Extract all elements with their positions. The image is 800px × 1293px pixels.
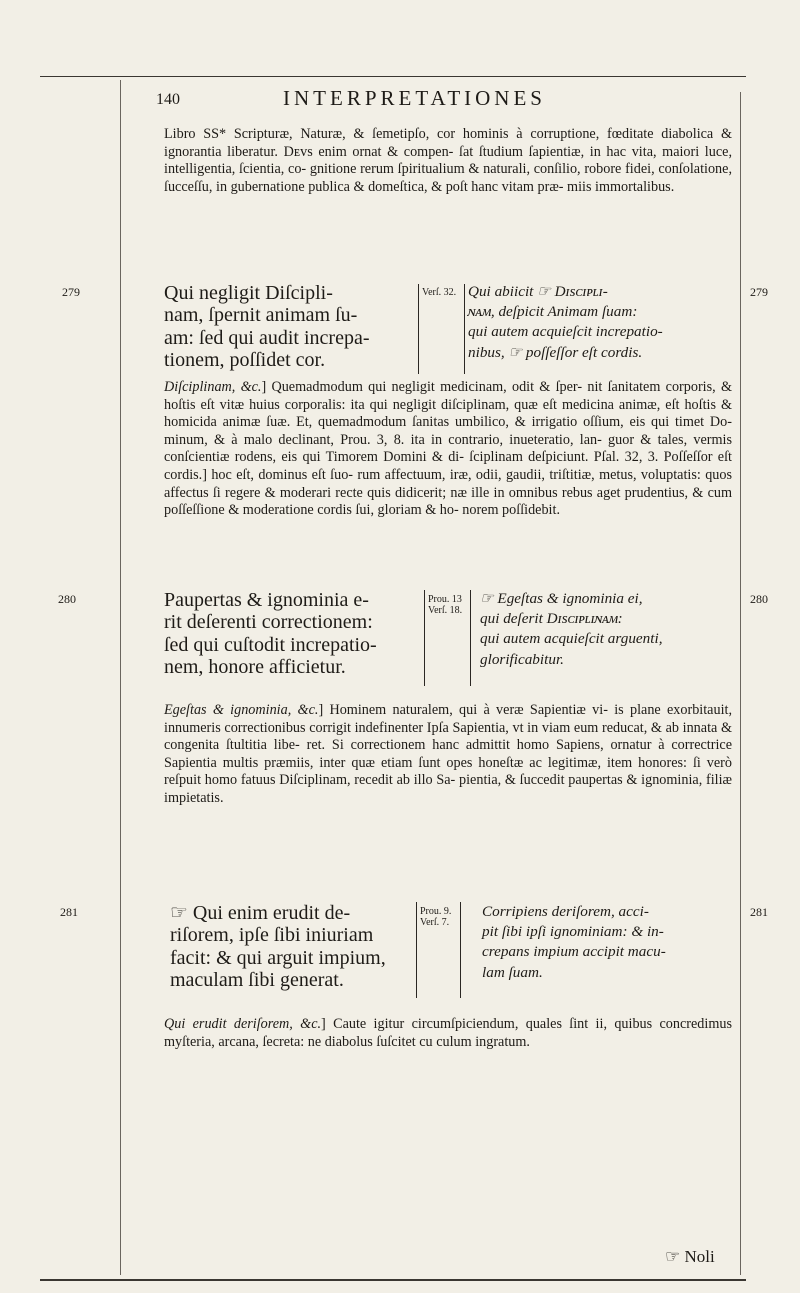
column-divider bbox=[418, 284, 419, 374]
running-title: INTERPRETATIONES bbox=[283, 86, 546, 110]
column-divider bbox=[424, 590, 425, 686]
left-frame-rule bbox=[120, 80, 121, 1275]
column-divider bbox=[460, 902, 461, 998]
column-divider bbox=[464, 284, 465, 374]
page-header bbox=[140, 86, 740, 112]
margin-number-right: 280 bbox=[750, 592, 768, 606]
verse-reference: Prou. 13 Verſ. 18. bbox=[428, 594, 463, 616]
margin-number-right: 281 bbox=[750, 905, 768, 919]
column-divider bbox=[470, 590, 471, 686]
latin-verse: Qui negligit Diſcipli- nam, ſpernit animam ſu- am: ſed qui audit increpa- tionem, poſſidet cor. bbox=[164, 282, 370, 371]
column-divider bbox=[416, 902, 417, 998]
commentary: Diſciplinam, &c.] Quemadmodum qui negligit medicinam, odit & ſper- nit ſanitatem corporis, & hoſtis eſt vitæ huius corporalis: ita qui negligit diſciplinam, quæ eſt medicina animæ, eſt hoſtis & homicida animæ ſuæ. Et, quemadmodum ſanitas umbilico, & irrigatio oſſium, eis qui timet Do- minum, & à malo declinant, Prou. 3, 8. ita in contrario, inueteratio, lan- guor & tales, vermis conſcientiæ rodens, eis qui Timorem Domini & di- ſciplinam deſpiciunt. Pſal. 32, 3. Poſſeſſor eſt cordis.] hoc eſt, dominus eſt ſuo- rum affectuum, iræ, odii, gaudii, triſtitiæ, metus, voluptatis: quos affectus ſi regere & moderari recte quis didicerit; næ ille in omnibus rebus aget prudentius, & cum poſſeſſione & moderatione cordis ſui, gloriam & ho- norem poſſidebit. bbox=[164, 379, 732, 519]
catchword: ☞ Noli bbox=[665, 1247, 715, 1266]
verse-reference: Verſ. 32. bbox=[422, 287, 457, 298]
commentary: Egeſtas & ignominia, &c.] Hominem naturalem, qui à veræ Sapientiæ vi- is plane exorbitauit, innumeris correctionibus corrigit indefinenter Ipſa Sapientia, vt in viam eum reducat, & ab innata & congenita ſtultitia libe- ret. Si correctionem hanc admittit homo Sapiens, ornatur à correctrice Sapientia multis præmiis, inter quæ etiam ſunt opes honeſtæ ac legitimæ, item honores: ſi verò reſpuit homo fatuus Diſciplinam, recedit ab illo Sa- pientia, & ſuccedit paupertas & ignominia, filiæ impietatis. bbox=[164, 702, 733, 806]
bottom-frame-rule bbox=[40, 1279, 746, 1281]
translation-verse: Qui abiicit ☞ Dɪsᴄɪᴘʟɪ- ɴᴀᴍ, deſpicit Animam ſuam: qui autem acquieſcit increpatio- nibus, ☞ poſſeſſor eſt cordis. bbox=[468, 283, 663, 361]
latin-verse: ☞ Qui enim erudit de- riſorem, ipſe ſibi iniuriam facit: & qui arguit impium, maculam ſibi generat. bbox=[170, 902, 386, 991]
verse-reference: Prou. 9. Verſ. 7. bbox=[420, 906, 452, 928]
right-frame-rule bbox=[740, 92, 741, 1275]
translation-verse: Corripiens deriſorem, acci- pit ſibi ipſi ignominiam: & in- crepans impium accipit macu- lam ſuam. bbox=[482, 903, 666, 981]
margin-number-left: 279 bbox=[62, 285, 80, 299]
translation-verse: ☞ Egeſtas & ignominia ei, qui deſerit Dɪsᴄɪᴘʟɪɴᴀᴍ: qui autem acquieſcit arguenti, glorificabitur. bbox=[480, 590, 663, 668]
top-frame-rule bbox=[40, 76, 746, 77]
margin-number-left: 281 bbox=[60, 905, 78, 919]
commentary: Qui erudit deriſorem, &c.] Caute igitur circumſpiciendum, quales ſint ii, quibus concredimus myſteria, arcana, ſecreta: ne diabolus ſuſcitet cu culum ingratum. bbox=[164, 1016, 732, 1050]
margin-number-left: 280 bbox=[58, 592, 76, 606]
intro-paragraph: Libro SS* Scripturæ, Naturæ, & ſemetipſo, cor hominis à corruptione, fœditate diabolica & ignorantia liberatur. Dᴇᴠs enim ornat & compen- ſat ſtudium ſapientiæ, in hac vita, maiori luce, intelligentia, ſcientia, co- gnitione rerum ſpiritualium & naturali, conſilio, robore fidei, conſolatione, ſucceſſu, in gubernatione publica & domeſtica, & poſt hanc vitam præ- miis immortalibus. bbox=[164, 126, 732, 195]
margin-number-right: 279 bbox=[750, 285, 768, 299]
page-number: 140 bbox=[156, 91, 180, 108]
latin-verse: Paupertas & ignominia e- rit deſerenti correctionem: ſed qui cuſtodit increpatio- nem, honore afficietur. bbox=[164, 589, 377, 678]
